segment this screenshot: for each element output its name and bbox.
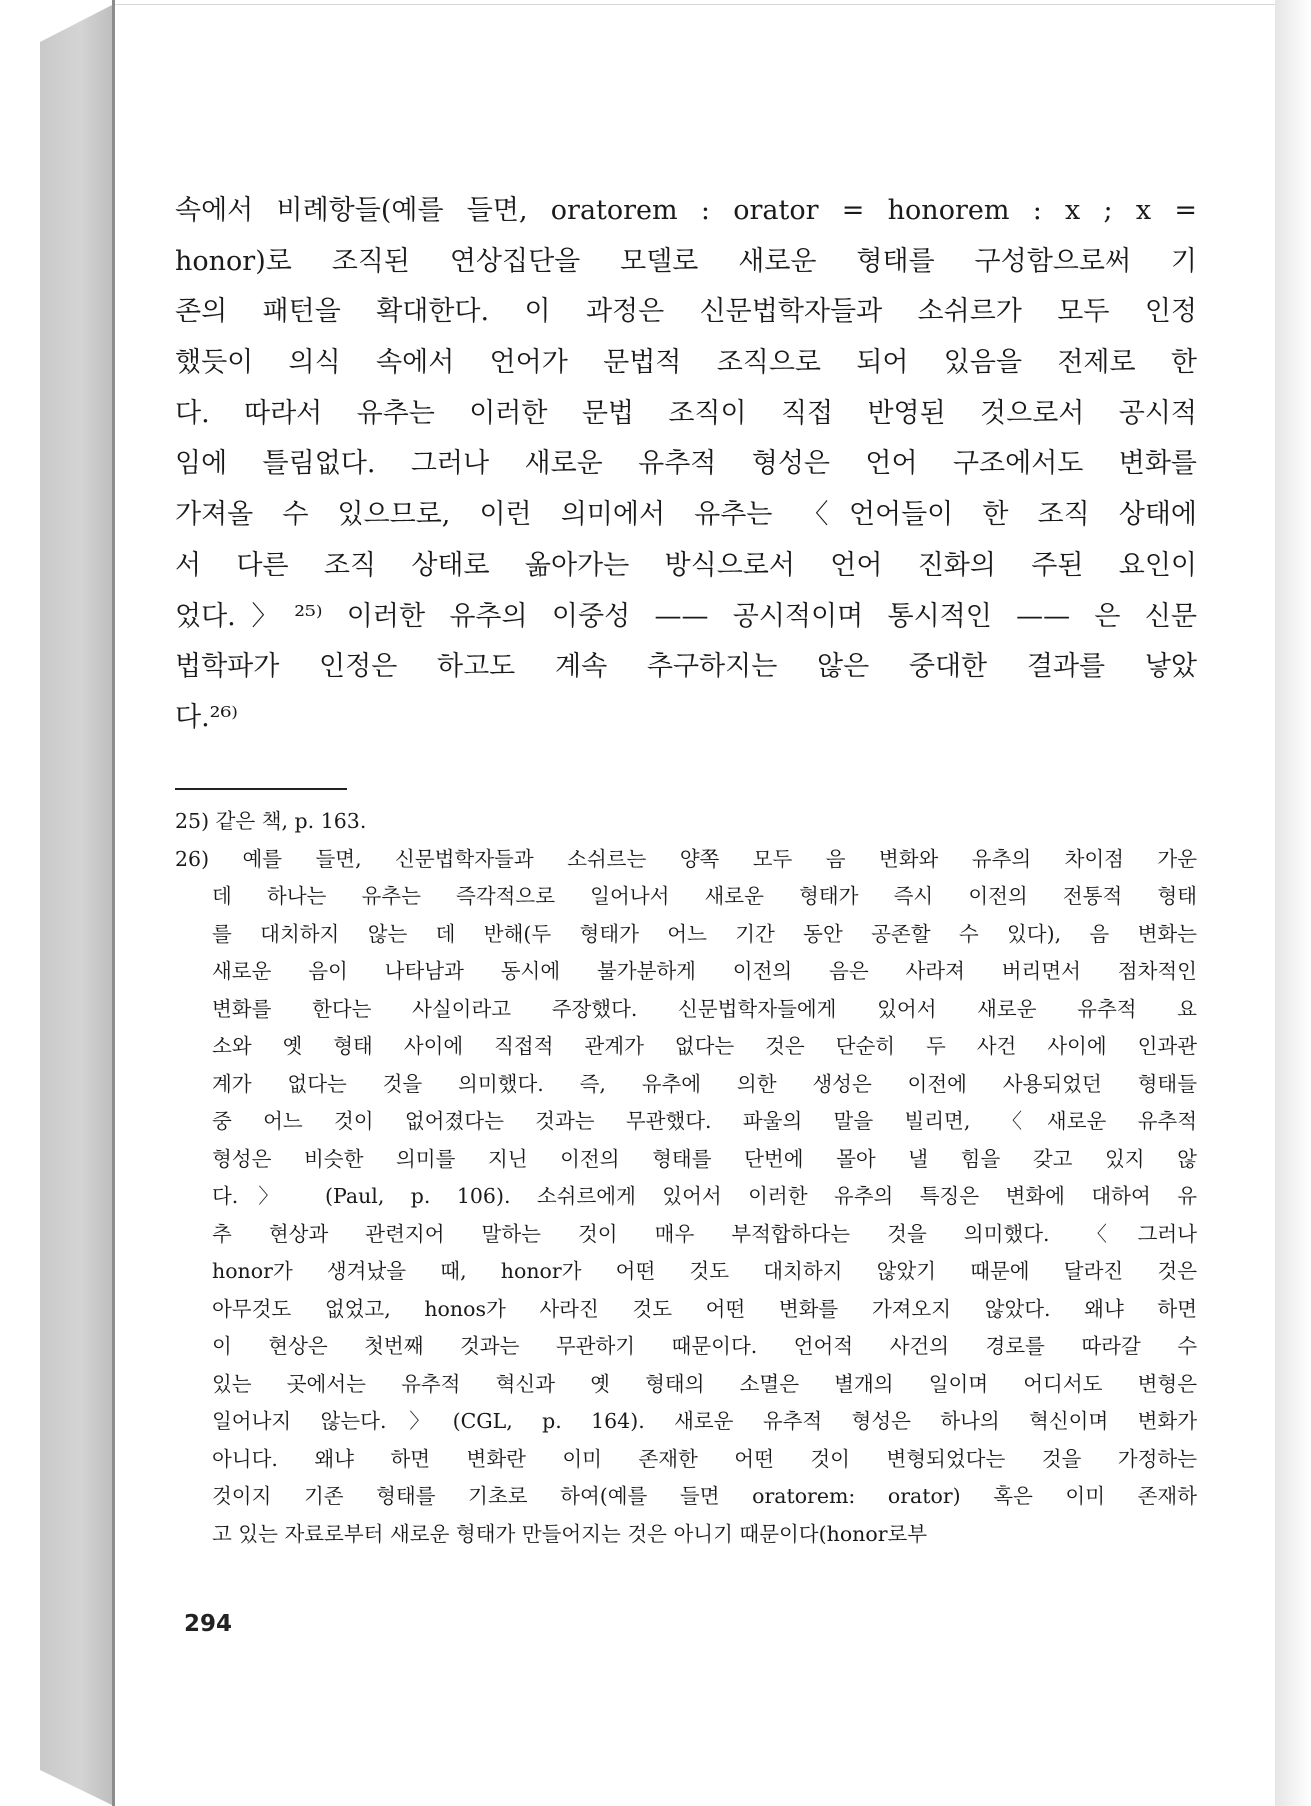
body-line: 했듯이 의식 속에서 언어가 문법적 조직으로 되어 있음을 전제로 한 — [175, 347, 1197, 379]
body-line: 었다.〉²⁵⁾ 이러한 유추의 이중성 —— 공시적이며 통시적인 —— 은 신문 — [175, 600, 1197, 632]
body-line: 서 다른 조직 상태로 옮아가는 방식으로서 언어 진화의 주된 요인이 — [175, 549, 1197, 581]
body-line: 다.²⁶⁾ — [175, 701, 238, 733]
footnote-25: 25) 같은 책, p. 163. — [175, 809, 367, 833]
page-number: 294 — [184, 1611, 233, 1637]
footnote-line: 고 있는 자료로부터 새로운 형태가 만들어지는 것은 아니기 때문이다(honor로부 — [212, 1521, 928, 1546]
footnotes — [175, 803, 1197, 1553]
footnote-line: honor가 생겨났을 때, honor가 어떤 것도 대치하지 않았기 때문에 달라진 것은 — [212, 1259, 1197, 1283]
footnote-line: 소와 옛 형태 사이에 직접적 관계가 없다는 것은 단순히 두 사건 사이에 인과관 — [212, 1034, 1197, 1058]
footnote-line: 다.〉 (Paul, p. 106). 소쉬르에게 있어서 이러한 유추의 특징은 변화에 대하여 유 — [212, 1184, 1197, 1208]
body-line: 임에 틀림없다. 그러나 새로운 유추적 형성은 언어 구조에서도 변화를 — [175, 448, 1197, 480]
footnote-line: 추 현상과 관련지어 말하는 것이 매우 부적합하다는 것을 의미했다. 〈그러나 — [212, 1221, 1197, 1246]
body-line: 가져올 수 있으므로, 이런 의미에서 유추는 〈언어들이 한 조직 상태에 — [175, 499, 1197, 531]
footnote-line: 계가 없다는 것을 의미했다. 즉, 유추에 의한 생성은 이전에 사용되었던 형태들 — [212, 1071, 1197, 1096]
footnote-line: 것이지 기존 형태를 기초로 하여(예를 들면 oratorem: orator) 혹은 이미 존재하 — [212, 1484, 1197, 1508]
footnote-separator — [175, 788, 347, 790]
footnote-line: 이 현상은 첫번째 것과는 무관하기 때문이다. 언어적 사건의 경로를 따라갈 수 — [212, 1334, 1197, 1358]
body-line: 존의 패턴을 확대한다. 이 과정은 신문법학자들과 소쉬르가 모두 인정 — [175, 296, 1197, 328]
footnote-line: 아니다. 왜냐 하면 변화란 이미 존재한 어떤 것이 변형되었다는 것을 가정하는 — [212, 1446, 1197, 1471]
body-line: honor)로 조직된 연상집단을 모델로 새로운 형태를 구성함으로써 기 — [175, 245, 1197, 277]
footnote-line: 새로운 음이 나타남과 동시에 불가분하게 이전의 음은 사라져 버리면서 점차적인 — [212, 959, 1197, 983]
body-line: 다. 따라서 유추는 이러한 문법 조직이 직접 반영된 것으로서 공시적 — [175, 397, 1197, 429]
footnote-line: 형성은 비슷한 의미를 지닌 이전의 형태를 단번에 몰아 낼 힘을 갖고 있지 않 — [212, 1146, 1197, 1171]
footnote-line: 데 하나는 유추는 즉각적으로 일어나서 새로운 형태가 즉시 이전의 전통적 형태 — [212, 884, 1197, 908]
page-edge-shadow — [1275, 0, 1311, 1806]
body-line: 속에서 비례항들(예를 들면, oratorem : orator = honorem : x ; x = — [175, 195, 1197, 226]
footnote-line: 를 대치하지 않는 데 반해(두 형태가 어느 기간 동안 공존할 수 있다), 음 변화는 — [212, 921, 1197, 946]
footnote-line: 일어나지 않는다.〉(CGL, p. 164). 새로운 유추적 형성은 하나의 혁신이며 변화가 — [212, 1409, 1197, 1433]
footnote-line: 중 어느 것이 없어졌다는 것과는 무관했다. 파울의 말을 빌리면, 〈새로운 유추적 — [212, 1109, 1197, 1133]
book-spine — [40, 0, 114, 1806]
footnote-line: 변화를 한다는 사실이라고 주장했다. 신문법학자들에게 있어서 새로운 유추적 요 — [212, 996, 1197, 1021]
footnote-line: 있는 곳에서는 유추적 혁신과 옛 형태의 소멸은 별개의 일이며 어디서도 변형은 — [212, 1371, 1197, 1396]
footnote-line: 아무것도 없었고, honos가 사라진 것도 어떤 변화를 가져오지 않았다. 왜냐 하면 — [212, 1296, 1197, 1321]
body-line: 법학파가 인정은 하고도 계속 추구하지는 않은 중대한 결과를 낳았 — [175, 651, 1197, 683]
footnote-26: 26) 예를 들면, 신문법학자들과 소쉬르는 양쪽 모두 음 변화와 유추의 차이점 가운 — [175, 846, 1197, 871]
main-paragraph — [175, 186, 1197, 744]
